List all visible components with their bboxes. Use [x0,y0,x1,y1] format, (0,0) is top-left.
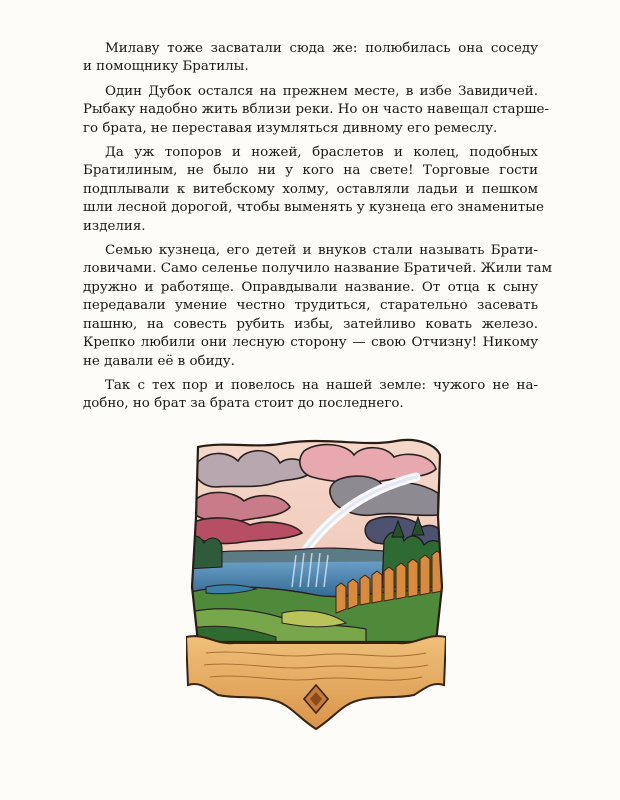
paragraph-4 [83,242,553,371]
text-line: Братилиным, не было ни у кого на свете! Торговые гости [83,163,538,179]
carved-wood-frame [186,636,446,729]
text-line: Один Дубок остался на прежнем месте, в избе Завидичей. [105,83,538,99]
text-line: и помощнику Братилы. [83,59,249,75]
text-line: шли лесной дорогой, чтобы выменять у кузнеца его знаменитые [83,200,544,216]
text-line: изделия. [83,218,146,234]
paragraph-3 [83,144,544,236]
text-line: передавали умение честно трудиться, старательно засевать [83,298,538,314]
text-line: дружно и работяще. Оправдывали название. От отца к сыну [83,279,538,295]
text-line: Крепко любили они лесную сторону — свою Отчизну! Никому [83,335,538,351]
text-line: Да уж топоров и ножей, браслетов и колец, подобных [105,145,538,161]
text-line: Рыбаку надобно жить вблизи реки. Но он часто навещал старше- [83,102,549,118]
scene [186,437,446,647]
text-line: ловичами. Само селенье получило название Братичей. Жили там [83,261,553,277]
paragraph-5 [83,377,538,414]
text-line: Так с тех пор и повелось на нашей земле: чужого не на- [105,377,538,393]
text-line: го брата, не переставая изумляться дивному его ремеслу. [83,120,498,136]
landscape-illustration [186,437,446,732]
story-text [83,40,553,420]
text-line: не давали её в обиду. [83,353,235,369]
text-line: пашню, на совесть рубить избы, затейливо ковать железо. [83,316,538,332]
paragraph-2 [83,83,549,138]
text-line: Милаву тоже засватали сюда же: полюбилась она соседу [105,41,538,56]
text-line: добно, но брат за брата стоит до последнего. [83,396,404,412]
text-line: Семью кузнеца, его детей и внуков стали называть Брати- [105,243,538,259]
paragraph-1 [83,40,538,77]
text-line: подплывали к витебскому холму, оставляли ладьи и пешком [83,181,538,197]
